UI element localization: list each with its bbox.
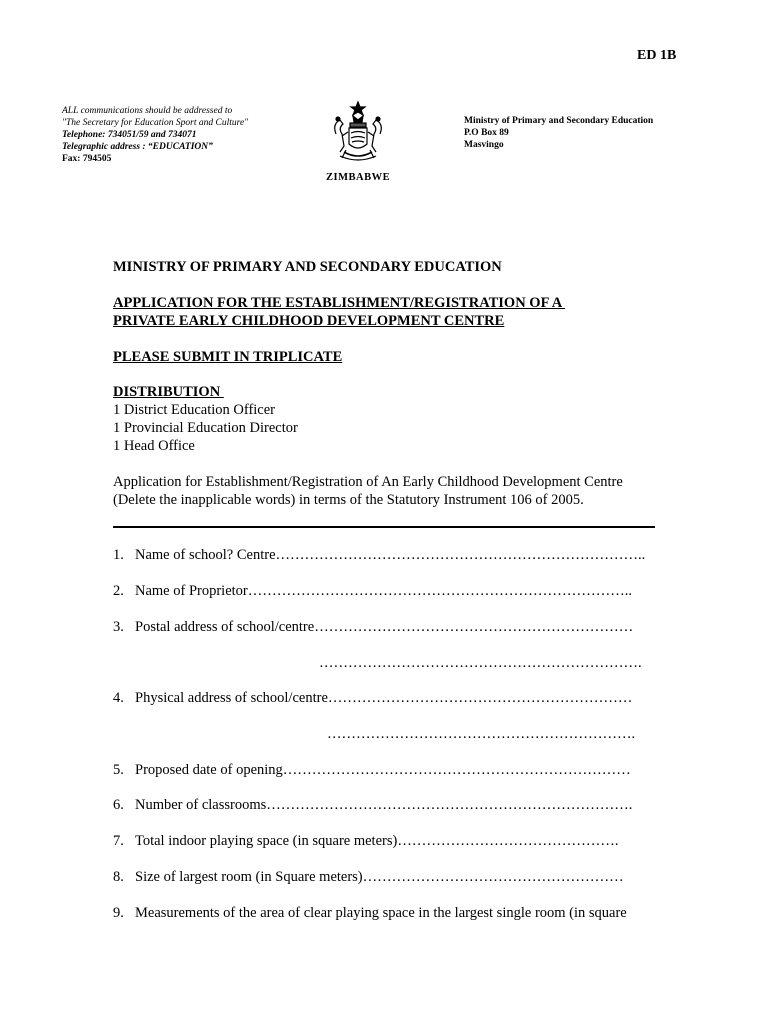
question-text: Measurements of the area of clear playing space in the largest single room (in square — [135, 905, 627, 921]
letterhead-left-address — [62, 105, 248, 165]
question-item[interactable] — [113, 762, 631, 779]
question-number: 7. — [113, 833, 124, 849]
question-number: 8. — [113, 869, 124, 885]
letterhead-left-line: "The Secretary for Education Sport and Culture" — [62, 118, 249, 128]
letterhead-right-pobox: P.O Box 89 — [464, 128, 509, 138]
distribution-item: 1 District Education Officer — [113, 402, 275, 418]
question-item[interactable] — [113, 690, 632, 707]
ministry-heading: MINISTRY OF PRIMARY AND SECONDARY EDUCATION — [113, 259, 502, 275]
horizontal-rule — [113, 526, 655, 528]
distribution-item: 1 Head Office — [113, 438, 195, 454]
letterhead-right-ministry: Ministry of Primary and Secondary Education — [464, 116, 654, 126]
submit-note: PLEASE SUBMIT IN TRIPLICATE — [113, 349, 343, 365]
crest-caption: ZIMBABWE — [326, 172, 391, 183]
question-number: 4. — [113, 690, 124, 706]
letterhead-telephone: Telephone: 734051/59 and 734071 — [62, 130, 197, 140]
question-text: Proposed date of opening……………………………………………………………… — [135, 762, 631, 778]
letterhead-right-city: Masvingo — [464, 140, 504, 150]
question-number: 1. — [113, 547, 124, 563]
question-item[interactable] — [113, 619, 633, 636]
question-text: Name of Proprietor…………………………………………………………………….. — [135, 583, 632, 599]
question-number: 6. — [113, 797, 124, 813]
question-text: Name of school? Centre………………………………………………………………….. — [135, 547, 646, 563]
answer-continuation-line[interactable]: ………………………………………………………. — [327, 726, 636, 742]
question-text: Postal address of school/centre………………………………………………………… — [135, 619, 634, 635]
question-text: Number of classrooms…………………………………………………………………. — [135, 797, 633, 813]
letterhead-left-line: ALL communications should be addressed to — [62, 106, 233, 116]
question-text: Size of largest room (in Square meters)……………………………………………… — [135, 869, 624, 885]
question-item[interactable] — [113, 833, 618, 850]
question-number: 2. — [113, 583, 124, 599]
intro-line2: (Delete the inapplicable words) in terms of the Statutory Instrument 106 of 2005. — [113, 492, 584, 508]
question-text: Total indoor playing space (in square meters)………………………………………. — [135, 833, 619, 849]
application-heading-line2: PRIVATE EARLY CHILDHOOD DEVELOPMENT CENTRE — [113, 313, 505, 329]
letterhead-telegraphic: Telegraphic address : “EDUCATION” — [62, 142, 213, 152]
question-number: 5. — [113, 762, 124, 778]
letterhead-fax: Fax: 794505 — [62, 154, 112, 164]
question-number: 3. — [113, 619, 124, 635]
question-item[interactable] — [113, 547, 645, 564]
form-code: ED 1B — [637, 48, 677, 63]
answer-continuation-line[interactable]: …………………………………………………………. — [319, 655, 642, 671]
distribution-title: DISTRIBUTION — [113, 384, 224, 400]
intro-line1: Application for Establishment/Registration of An Early Childhood Development Centre — [113, 474, 623, 490]
question-item[interactable] — [113, 797, 632, 814]
letterhead-right-address — [464, 115, 653, 151]
zimbabwe-coat-of-arms-icon — [322, 100, 394, 172]
distribution-item: 1 Provincial Education Director — [113, 420, 298, 436]
question-number: 9. — [113, 905, 124, 921]
question-item[interactable] — [113, 583, 632, 600]
application-heading-line1: APPLICATION FOR THE ESTABLISHMENT/REGISTRATION OF A — [113, 295, 566, 311]
question-item[interactable] — [113, 905, 627, 922]
question-text: Physical address of school/centre……………………………………………………… — [135, 690, 633, 706]
question-item[interactable] — [113, 869, 624, 886]
